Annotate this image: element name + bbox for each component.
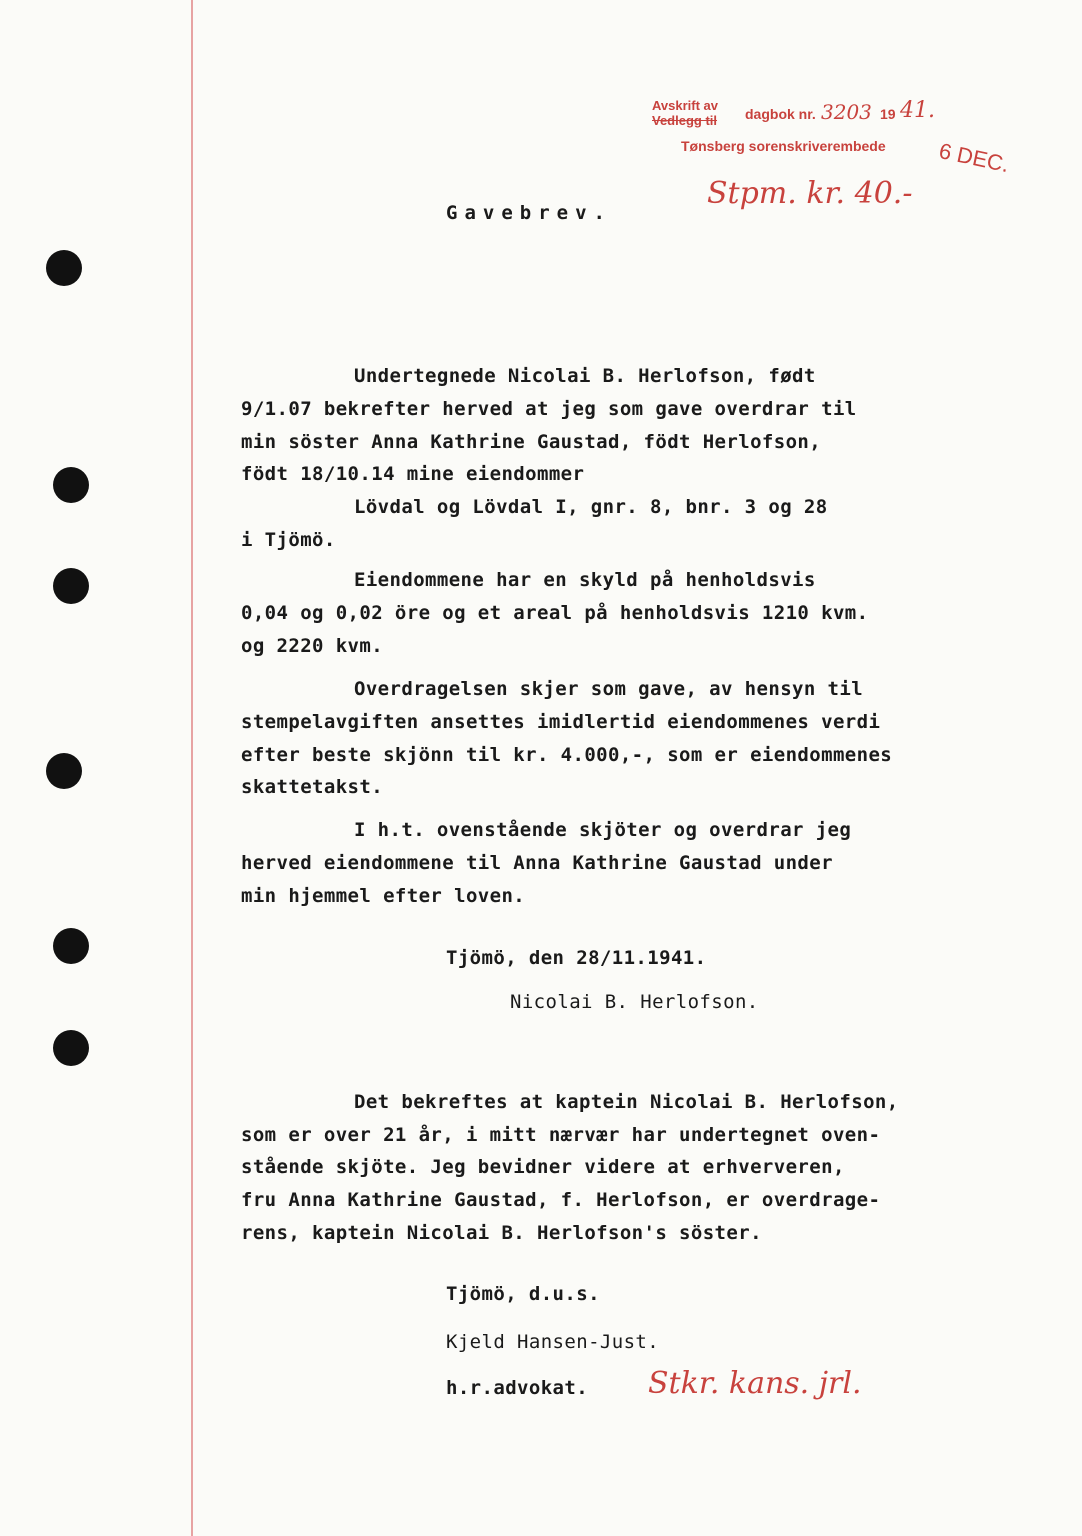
- body-line: og 2220 kvm.: [241, 635, 384, 657]
- signature-2: Kjeld Hansen-Just.: [446, 1331, 660, 1353]
- witness-line: fru Anna Kathrine Gaustad, f. Herlofson, er overdrage-: [241, 1189, 881, 1211]
- signature-1: Nicolai B. Herlofson.: [510, 991, 759, 1013]
- body-line: stempelavgiften ansettes imidlertid eiendommenes verdi: [241, 711, 881, 733]
- margin-line: [191, 0, 193, 1536]
- punch-hole: [53, 1030, 89, 1066]
- body-line: födt 18/10.14 mine eiendommer: [241, 463, 585, 485]
- title-role: h.r.advokat.: [446, 1377, 589, 1399]
- body-line: Undertegnede Nicolai B. Herlofson, født: [354, 365, 816, 387]
- stamp-attachment: Vedlegg til: [652, 113, 718, 128]
- body-line: min söster Anna Kathrine Gaustad, födt Herlofson,: [241, 431, 822, 453]
- body-line: 9/1.07 bekrefter herved at jeg som gave overdrar til: [241, 398, 857, 420]
- witness-line: stående skjöte. Jeg bevidner videre at erhververen,: [241, 1156, 845, 1178]
- witness-line: rens, kaptein Nicolai B. Herlofson's söster.: [241, 1222, 762, 1244]
- place-date: Tjömö, den 28/11.1941.: [446, 947, 707, 969]
- stamp-journal-number: 3203: [821, 100, 872, 124]
- body-line: Lövdal og Lövdal I, gnr. 8, bnr. 3 og 28: [354, 496, 828, 518]
- place-dus: Tjömö, d.u.s.: [446, 1283, 600, 1305]
- stamp-year: 41.: [900, 98, 935, 123]
- body-line: Overdragelsen skjer som gave, av hensyn til: [354, 678, 864, 700]
- body-line: min hjemmel efter loven.: [241, 885, 526, 907]
- fee-note: Stpm. kr. 40.-: [707, 176, 913, 211]
- body-line: skattetakst.: [241, 776, 384, 798]
- body-line: 0,04 og 0,02 öre og et areal på henholdsvis 1210 kvm.: [241, 602, 869, 624]
- punch-hole: [53, 928, 89, 964]
- stamp-office: Tønsberg sorenskriverembede: [681, 138, 886, 154]
- stamp-year-prefix: 19: [880, 106, 896, 122]
- date-stamp: 6 DEC.: [936, 138, 1012, 178]
- witness-line: Det bekreftes at kaptein Nicolai B. Herlofson,: [354, 1091, 899, 1113]
- punch-hole: [53, 467, 89, 503]
- body-line: efter beste skjönn til kr. 4.000,-, som er eiendommenes: [241, 744, 893, 766]
- punch-hole: [46, 250, 82, 286]
- punch-hole: [46, 753, 82, 789]
- body-line: i Tjömö.: [241, 529, 336, 551]
- body-line: I h.t. ovenstående skjöter og overdrar jeg: [354, 819, 852, 841]
- body-line: Eiendommene har en skyld på henholdsvis: [354, 569, 816, 591]
- document-title: Gavebrev.: [446, 202, 612, 224]
- stamp-journal-label: dagbok nr.: [745, 106, 816, 122]
- punch-hole: [53, 568, 89, 604]
- witness-line: som er over 21 år, i mitt nærvær har undertegnet oven-: [241, 1124, 881, 1146]
- handwritten-note: Stkr. kans. jrl.: [648, 1366, 862, 1401]
- body-line: herved eiendommene til Anna Kathrine Gaustad under: [241, 852, 833, 874]
- stamp-copy-of: Avskrift av: [652, 98, 718, 113]
